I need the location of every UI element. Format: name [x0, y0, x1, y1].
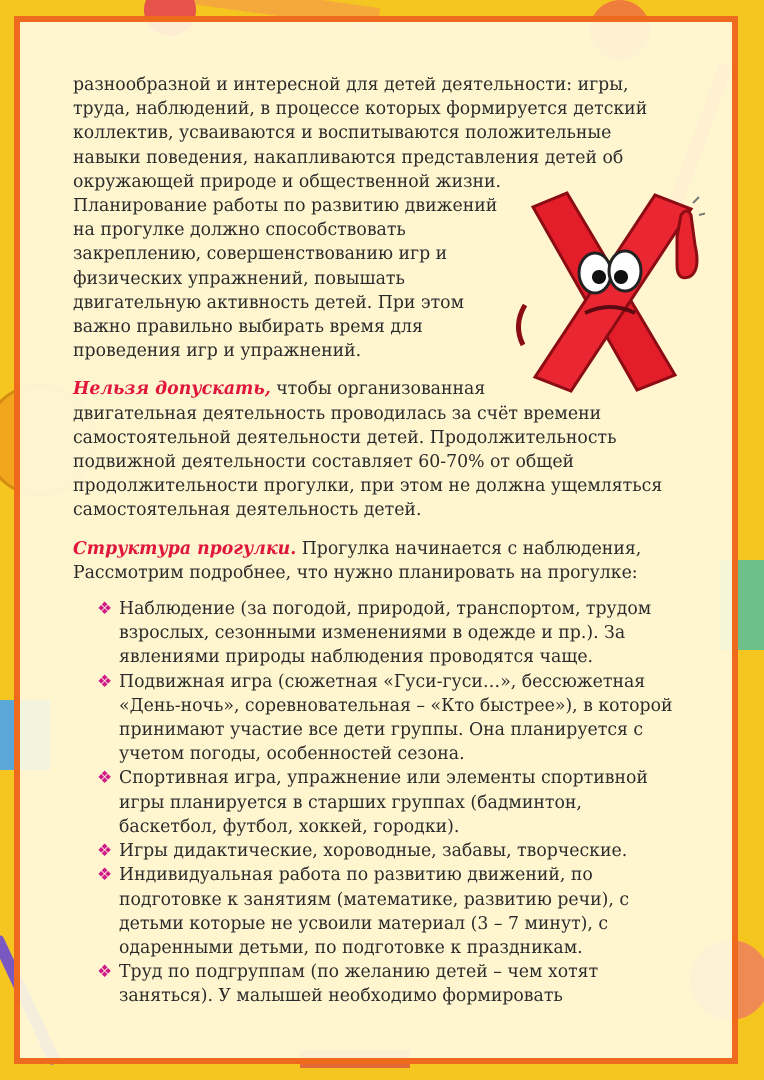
text-line: самостоятельной деятельности детей. Продолжительность: [73, 427, 617, 448]
list-item: [73, 766, 693, 839]
text-line: двигательную активность детей. При этом: [73, 292, 465, 313]
text-line: баскетбол, футбол, хоккей, городки).: [119, 816, 460, 837]
text-line: Игры дидактические, хороводные, забавы, творческие.: [119, 841, 628, 862]
text-line: двигательная деятельность проводилась за счёт времени: [73, 403, 602, 424]
text-line: Спортивная игра, упражнение или элементы спортивной: [119, 768, 648, 789]
text-line: чтобы организованная: [270, 379, 486, 400]
list-item: [73, 863, 693, 960]
diamond-bullet-icon: ❖: [97, 768, 113, 789]
list-item: [73, 597, 693, 670]
text-line: окружающей природе и общественной жизни.: [73, 171, 502, 192]
text-line: подготовке к занятиям (математике, развитию речи), с: [119, 889, 629, 910]
list-item: [73, 670, 693, 767]
text-line: заняться). У малышей необходимо формировать: [119, 986, 563, 1007]
text-line: Труд по подгруппам (по желанию детей – чем хотят: [119, 962, 599, 983]
text-line: закреплению, совершенствованию игр и: [73, 244, 448, 265]
diamond-bullet-icon: ❖: [97, 599, 113, 620]
text-line: игры планируется в старших группах (бадминтон,: [119, 792, 582, 813]
text-line: Планирование работы по развитию движений: [73, 196, 498, 217]
list-item: [73, 839, 693, 863]
list-item: [73, 960, 693, 1008]
forbidden-paragraph: [73, 377, 693, 522]
text-line: продолжительности прогулки, при этом не должна ущемляться: [73, 476, 663, 497]
text-line: «День-ночь», соревновательная – «Кто быстрее»), в которой: [119, 695, 673, 716]
text-line: детьми которые не усвоили материал (3 – 7 минут), с: [119, 913, 609, 934]
text-line: явлениями природы наблюдения проводятся чаще.: [119, 647, 594, 668]
text-line: разнообразной и интересной для детей деятельности: игры,: [73, 75, 629, 95]
text-line: физических упражнений, повышать: [73, 268, 405, 289]
structure-heading: Структура прогулки.: [73, 538, 297, 559]
text-line: учетом погоды, особенностей сезона.: [119, 744, 465, 765]
forbidden-heading: Нельзя допускать,: [73, 379, 271, 400]
text-line: Подвижная игра (сюжетная «Гуси-гуси…», бессюжетная: [119, 671, 646, 692]
text-line: Рассмотрим подробнее, что нужно планировать на прогулке:: [73, 562, 638, 583]
text-line: Прогулка начинается с наблюдения,: [296, 538, 642, 559]
diamond-bullet-icon: ❖: [97, 865, 113, 886]
planning-paragraph: [73, 194, 513, 363]
text-line: подвижной деятельности составляет 60-70% от общей: [73, 452, 575, 473]
intro-paragraph: [73, 73, 693, 194]
diamond-bullet-icon: ❖: [97, 962, 113, 983]
walk-structure-list: [73, 597, 693, 1008]
article-text: [73, 73, 693, 1009]
text-line: одаренными детьми, по подготовке к праздникам.: [119, 937, 583, 958]
text-line: проведения игр и упражнений.: [73, 341, 362, 362]
text-line: важно правильно выбирать время для: [73, 317, 423, 338]
text-line: Индивидуальная работа по развитию движений, по: [119, 865, 593, 886]
text-line: взрослых, сезонными изменениями в одежде и пр.). За: [119, 623, 626, 644]
text-line: на прогулке должно способствовать: [73, 220, 406, 241]
text-line: коллектив, усваиваются и воспитываются положительные: [73, 123, 612, 144]
text-line: Наблюдение (за погодой, природой, транспортом, трудом: [119, 599, 652, 620]
text-line: самостоятельная деятельность детей.: [73, 500, 422, 521]
diamond-bullet-icon: ❖: [97, 841, 113, 862]
text-line: принимают участие все дети группы. Она планируется с: [119, 720, 644, 741]
diamond-bullet-icon: ❖: [97, 671, 113, 692]
structure-paragraph: [73, 537, 693, 585]
text-line: труда, наблюдений, в процессе которых формируется детский: [73, 99, 648, 120]
text-line: навыки поведения, накапливаются представления детей об: [73, 147, 624, 168]
